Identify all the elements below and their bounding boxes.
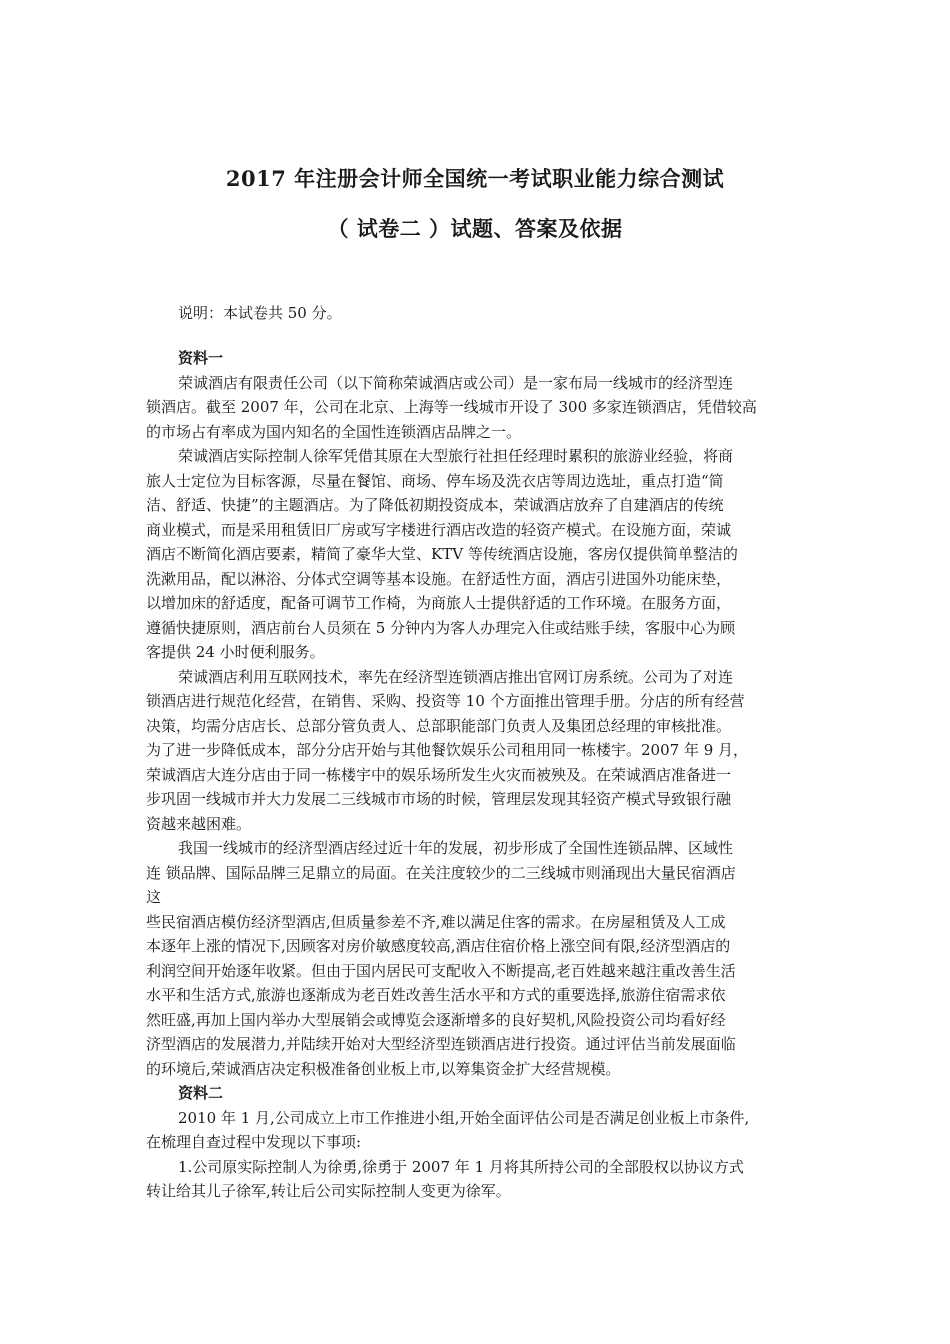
section-1 — [146, 346, 814, 1204]
paragraph — [146, 371, 814, 445]
paragraph-line: 资越来越困难。 — [146, 814, 252, 833]
exam-note — [146, 301, 814, 326]
section-heading: 资料一 — [178, 349, 224, 367]
section-heading: 资料二 — [178, 1084, 224, 1102]
paragraph-line: 我国一线城市的经济型酒店经过近十年的发展，初步形成了全国性连锁品牌、区域性 — [178, 839, 734, 857]
paragraph-line: 济型酒店的发展潜力,并陆续开始对大型经济型连锁酒店进行投资。通过评估当前发展面临 — [146, 1035, 736, 1053]
paragraph-line: 以增加床的舒适度，配备可调节工作椅，为商旅人士提供舒适的工作环境。在服务方面， — [146, 594, 732, 612]
paragraph-line: 荣诚酒店利用互联网技术，率先在经济型连锁酒店推出官网订房系统。公司为了对连 — [178, 667, 734, 686]
paragraph — [146, 665, 814, 837]
paragraph-line: 在梳理自查过程中发现以下事项: — [146, 1133, 362, 1151]
paragraph-line: 遵循快捷原则，酒店前台人员须在 5 分钟内为客人办理完入住或结账手续，客服中心为顾 — [146, 618, 736, 637]
paragraph-line: 旅人士定位为目标客源，尽量在餐馆、商场、停车场及洗衣店等周边选址，重点打造“简 — [146, 471, 724, 490]
paragraph — [146, 444, 814, 665]
paragraph-line: 锁酒店进行规范化经营，在销售、采购、投资等 10 个方面推出管理手册。分店的所有经营 — [146, 692, 745, 710]
paragraph-line: 荣诚酒店大连分店由于同一栋楼宇中的娱乐场所发生火灾而被殃及。在荣诚酒店准备进一 — [146, 765, 732, 784]
paragraph-line: 本逐年上涨的情况下,因顾客对房价敏感度较高,酒店住宿价格上涨空间有限,经济型酒店的 — [146, 937, 731, 955]
paragraph-line: 洁、舒适、快捷”的主题酒店。为了降低初期投资成本，荣诚酒店放弃了自建酒店的传统 — [146, 496, 724, 514]
paragraph-line: 1.公司原实际控制人为徐勇,徐勇于 2007 年 1 月将其所持公司的全部股权以协议方式 — [178, 1157, 744, 1176]
paragraph-line: 荣诚酒店实际控制人徐军凭借其原在大型旅行社担任经理时累积的旅游业经验，将商 — [178, 447, 734, 465]
note-text: 说明：本试卷共 50 分。 — [178, 304, 342, 322]
document-subtitle: （ 试卷二 ）试题、答案及依据 — [327, 216, 623, 241]
paragraph-line: 荣诚酒店有限责任公司（以下简称荣诚酒店或公司）是一家布局一线城市的经济型连 — [178, 373, 734, 392]
paragraph-line: 转让给其儿子徐军,转让后公司实际控制人变更为徐军。 — [146, 1182, 511, 1200]
paragraph-line: 利润空间开始逐年收紧。但由于国内居民可支配收入不断提高,老百姓越来越注重改善生活 — [146, 961, 736, 980]
paragraph-line: 商业模式，而是采用租赁旧厂房或写字楼进行酒店改造的轻资产模式。在设施方面，荣诚 — [146, 520, 732, 539]
paragraph-line: 酒店不断简化酒店要素，精简了豪华大堂、KTV 等传统酒店设施，客房仅提供简单整洁的 — [146, 545, 738, 563]
paragraph-line: 些民宿酒店模仿经济型酒店,但质量参差不齐,难以满足住客的需求。在房屋租赁及人工成 — [146, 912, 726, 931]
paragraph-line: 洗漱用品，配以淋浴、分体式空调等基本设施。在舒适性方面，酒店引进国外功能床垫， — [146, 569, 732, 588]
paragraph — [146, 1106, 814, 1155]
paragraph-line: 为了进一步降低成本，部分分店开始与其他餐饮娱乐公司租用同一栋楼宇。2007 年 9 月， — [146, 741, 749, 759]
paragraph-line: 的环境后,荣诚酒店决定积极准备创业板上市,以筹集资金扩大经营规模。 — [146, 1059, 621, 1078]
paragraph-line: 这 — [146, 888, 162, 906]
paragraph-line: 步巩固一线城市并大力发展二三线城市市场的时候，管理层发现其轻资产模式导致银行融 — [146, 790, 732, 808]
document-title: 2017 年注册会计师全国统一考试职业能力综合测试 — [225, 166, 725, 191]
paragraph-line: 2010 年 1 月,公司成立上市工作推进小组,开始全面评估公司是否满足创业板上市条件, — [178, 1108, 750, 1127]
paragraph-line: 决策，均需分店店长、总部分管负责人、总部职能部门负责人及集团总经理的审核批准。 — [146, 716, 732, 735]
paragraph-line: 客提供 24 小时便利服务。 — [146, 643, 325, 661]
paragraph — [146, 836, 814, 1081]
paragraph-line: 然旺盛,再加上国内举办大型展销会或博览会逐渐增多的良好契机,风险投资公司均看好经 — [146, 1010, 726, 1029]
paragraph-line: 锁酒店。截至 2007 年，公司在北京、上海等一线城市开设了 300 多家连锁酒店，凭借较高 — [146, 398, 757, 416]
paragraph-line: 水平和生活方式,旅游也逐渐成为老百姓改善生活水平和方式的重要选择,旅游住宿需求依 — [146, 986, 726, 1004]
paragraph-line: 连 锁品牌、国际品牌三足鼎立的局面。在关注度较少的二三线城市则涌现出大量民宿酒店 — [146, 863, 736, 882]
paragraph — [146, 1155, 814, 1204]
paragraph-line: 的市场占有率成为国内知名的全国性连锁酒店品牌之一。 — [146, 422, 522, 441]
